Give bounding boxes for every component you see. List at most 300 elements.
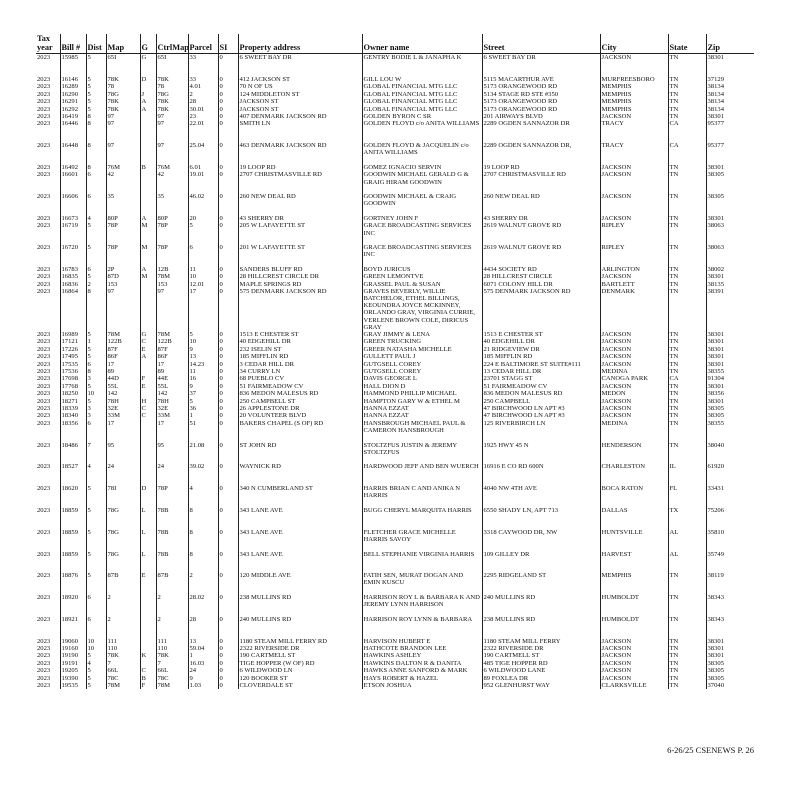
cell-parcel: 51 [188,419,218,441]
table-row [36,353,754,360]
column-header-dist: Dist [86,34,106,54]
cell-owner-name: BUGG CHERYL MARQUITA HARRIS [362,507,482,529]
cell-ctrl-map: 42 [156,171,188,193]
cell-owner-name: GOLDEN BYRON C SR [362,113,482,120]
cell-bill-number: 16989 [60,331,86,338]
cell-zip: 38134 [706,105,754,112]
cell-map: 42 [106,171,140,193]
cell-group [140,368,156,375]
cell-tax-year: 2023 [37,345,51,353]
cell-si: 0 [218,193,238,215]
cell-property-address: 412 JACKSON ST [238,76,362,83]
cell-dist: 8 [86,120,106,142]
cell-si: 0 [218,215,238,222]
cell-group: C [140,667,156,674]
cell-city: JACKSON [600,360,668,367]
cell-street: 28 HILLCREST CIRCLE [482,273,600,280]
cell-property-address: 205 W LAFAYETTE ST [238,222,362,244]
cell-dist: 4 [86,215,106,222]
cell-ctrl-map: 153 [156,280,188,287]
cell-parcel: 25.04 [188,142,218,164]
cell-state: TX [668,507,706,529]
cell-state: TN [668,54,706,76]
cell-parcel: 30.01 [188,105,218,112]
cell-ctrl-map: 97 [156,288,188,331]
cell-zip: 38301 [706,331,754,338]
cell-city: JACKSON [600,193,668,215]
cell-group: B [140,674,156,681]
cell-ctrl-map: 12B [156,266,188,273]
cell-ctrl-map: 78P [156,222,188,244]
table-row [36,120,754,142]
cell-city: JACKSON [600,412,668,419]
cell-si: 0 [218,338,238,345]
cell-group: E [140,382,156,389]
cell-zip: 91304 [706,375,754,382]
cell-property-address: JACKSON ST [238,98,362,105]
cell-street: 1925 HWY 45 N [482,441,600,463]
cell-dist: 5 [86,331,106,338]
cell-property-address: 407 DENMARK JACKSON RD [238,113,362,120]
cell-street: 5173 ORANGEWOOD RD [482,83,600,90]
cell-street: 16916 E CO RD 600N [482,463,600,485]
cell-si: 0 [218,346,238,353]
cell-si: 0 [218,507,238,529]
cell-street: 47 BIRCHWOOD LN APT #3 [482,405,600,412]
cell-city: HUNTSVILLE [600,528,668,550]
cell-si: 0 [218,288,238,331]
cell-zip: 38301 [706,164,754,171]
cell-group: L [140,550,156,572]
cell-group: G [140,54,156,76]
cell-state: TN [668,682,706,689]
cell-map: 86F [106,353,140,360]
cell-street: 240 MULLINS RD [482,594,600,616]
cell-owner-name: HATHCOTE BRANDON LEE [362,645,482,652]
cell-group [140,120,156,142]
cell-dist: 6 [86,594,106,616]
cell-dist: 8 [86,164,106,171]
cell-si: 0 [218,637,238,644]
cell-dist: 5 [86,485,106,507]
cell-bill-number: 16448 [60,142,86,164]
cell-dist: 10 [86,390,106,397]
table-row [36,91,754,98]
cell-si: 0 [218,550,238,572]
cell-zip: 38305 [706,674,754,681]
cell-ctrl-map: 97 [156,120,188,142]
cell-street: 4434 SOCIETY RD [482,266,600,273]
cell-property-address: 1180 STEAM MILL FERRY RD [238,637,362,644]
cell-bill-number: 16864 [60,288,86,331]
cell-dist: 7 [86,441,106,463]
cell-city: MEMPHIS [600,572,668,594]
cell-dist: 3 [86,412,106,419]
cell-tax-year: 2023 [37,98,51,106]
cell-property-address: ST JOHN RD [238,441,362,463]
cell-bill-number: 18527 [60,463,86,485]
cell-zip: 37129 [706,76,754,83]
cell-si: 0 [218,331,238,338]
cell-dist: 6 [86,266,106,273]
cell-tax-year: 2023 [37,193,51,201]
cell-street: 836 MEDON MALESUS RD [482,390,600,397]
cell-dist: 6 [86,193,106,215]
cell-state: TN [668,98,706,105]
table-row [36,594,754,616]
cell-group: F [140,682,156,689]
cell-group: L [140,528,156,550]
cell-ctrl-map: 78B [156,507,188,529]
table-row [36,667,754,674]
cell-zip: 61920 [706,463,754,485]
cell-si: 0 [218,222,238,244]
cell-ctrl-map: 24 [156,463,188,485]
cell-tax-year: 2023 [37,674,51,682]
cell-map: 17 [106,419,140,441]
cell-si: 0 [218,113,238,120]
cell-parcel: 2 [188,91,218,98]
cell-map: 66L [106,667,140,674]
cell-property-address: BAKERS CHAPEL (S OF) RD [238,419,362,441]
cell-bill-number: 17226 [60,346,86,353]
cell-dist: 8 [86,368,106,375]
cell-city: HARVEST [600,550,668,572]
cell-group: M [140,244,156,266]
cell-owner-name: HARRISON ROY LYNN & BARBARA [362,616,482,638]
cell-dist: 5 [86,652,106,659]
cell-group [140,616,156,638]
cell-city: JACKSON [600,331,668,338]
cell-map: 78K [106,652,140,659]
cell-city: CLARKSVILLE [600,682,668,689]
cell-state: TN [668,360,706,367]
cell-property-address: 343 LANE AVE [238,507,362,529]
cell-parcel: 19.01 [188,171,218,193]
cell-map: 78K [106,98,140,105]
cell-property-address: 343 LANE AVE [238,528,362,550]
cell-zip: 38301 [706,273,754,280]
table-row [36,674,754,681]
cell-dist: 5 [86,674,106,681]
cell-group [140,637,156,644]
cell-owner-name: HAWKINS DALTON R & DANITA [362,660,482,667]
table-row [36,142,754,164]
cell-bill-number: 18250 [60,390,86,397]
cell-property-address: 120 BOOKER ST [238,674,362,681]
cell-group: C [140,412,156,419]
cell-owner-name: HARDWOOD JEFF AND BEN WUERCH [362,463,482,485]
cell-ctrl-map: 66L [156,667,188,674]
cell-dist: 8 [86,288,106,331]
cell-bill-number: 17698 [60,375,86,382]
cell-map: 89 [106,368,140,375]
cell-bill-number: 17768 [60,382,86,389]
cell-city: MEDINA [600,368,668,375]
cell-ctrl-map: 78K [156,652,188,659]
cell-state: TN [668,171,706,193]
cell-owner-name: HANSBROUGH MICHAEL PAUL & CAMERON HANSBROUGH [362,419,482,441]
cell-si: 0 [218,83,238,90]
cell-dist: 5 [86,222,106,244]
cell-property-address: 19 LOOP RD [238,164,362,171]
cell-city: DENMARK [600,288,668,331]
cell-tax-year: 2023 [37,171,51,179]
cell-bill-number: 17536 [60,368,86,375]
cell-state: TN [668,572,706,594]
cell-owner-name: GREEN LEMONTVE [362,273,482,280]
cell-bill-number: 18271 [60,397,86,404]
cell-parcel: 9 [188,382,218,389]
table-row [36,368,754,375]
cell-tax-year: 2023 [37,382,51,390]
cell-street: 2619 WALNUT GROVE RD [482,222,600,244]
cell-ctrl-map: 78M [156,331,188,338]
cell-parcel: 8 [188,528,218,550]
cell-si: 0 [218,594,238,616]
cell-state: TN [668,441,706,463]
table-row [36,98,754,105]
cell-owner-name: HARRIS BRIAN C AND ANIKA N HARRIS [362,485,482,507]
cell-zip: 38063 [706,222,754,244]
cell-owner-name: GOLDEN FLOYD c/o ANITA WILLIAMS [362,120,482,142]
cell-tax-year: 2023 [37,375,51,383]
cell-owner-name: GENTRY BODIE L & JANAPHA K [362,54,482,76]
cell-ctrl-map: 142 [156,390,188,397]
cell-si: 0 [218,280,238,287]
column-header-tax-year: Tax year [36,34,60,54]
cell-si: 0 [218,375,238,382]
cell-parcel: 36 [188,405,218,412]
cell-street: 2289 OGDEN SANNAZOR DR [482,120,600,142]
cell-owner-name: HARRISON ROY L & BARBARA K AND JEREMY LYNN HARRISON [362,594,482,616]
cell-tax-year: 2023 [37,331,51,339]
cell-state: FL [668,485,706,507]
cell-dist: 5 [86,244,106,266]
table-row [36,397,754,404]
cell-ctrl-map: 78B [156,528,188,550]
cell-bill-number: 16290 [60,91,86,98]
cell-tax-year: 2023 [37,404,51,412]
cell-group [140,280,156,287]
cell-si: 0 [218,164,238,171]
cell-map: 32E [106,405,140,412]
cell-tax-year: 2023 [37,412,51,420]
cell-parcel: 11 [188,266,218,273]
cell-bill-number: 16720 [60,244,86,266]
cell-group: L [140,507,156,529]
cell-zip: 38301 [706,637,754,644]
cell-city: MEMPHIS [600,98,668,105]
cell-map: 65I [106,54,140,76]
cell-map: 78C [106,674,140,681]
column-header-si: SI [218,34,238,54]
cell-bill-number: 18620 [60,485,86,507]
cell-dist: 5 [86,346,106,353]
table-row [36,652,754,659]
cell-tax-year: 2023 [37,83,51,91]
cell-zip: 38355 [706,419,754,441]
cell-city: CHARLESTON [600,463,668,485]
cell-ctrl-map: 78P [156,485,188,507]
cell-dist: 5 [86,507,106,529]
cell-zip: 38002 [706,266,754,273]
cell-street: 13 CEDAR HILL DR [482,368,600,375]
cell-ctrl-map: 111 [156,637,188,644]
cell-property-address: 250 CAMPBELL ST [238,397,362,404]
cell-group [140,113,156,120]
delinquent-tax-table [36,34,754,689]
cell-si: 0 [218,368,238,375]
cell-property-address: 43 SHERRY DR [238,215,362,222]
cell-map: 78P [106,244,140,266]
cell-zip: 38356 [706,390,754,397]
cell-dist: 5 [86,382,106,389]
cell-city: JACKSON [600,382,668,389]
cell-owner-name: GORTNEY JOHN F [362,215,482,222]
cell-bill-number: 16673 [60,215,86,222]
cell-map: 153 [106,280,140,287]
cell-map: 7 [106,660,140,667]
cell-property-address: SMITH LN [238,120,362,142]
cell-map: 78G [106,507,140,529]
cell-group [140,171,156,193]
cell-ctrl-map: 78B [156,550,188,572]
cell-si: 0 [218,382,238,389]
cell-bill-number: 16719 [60,222,86,244]
cell-si: 0 [218,142,238,164]
cell-zip: 38305 [706,171,754,193]
cell-ctrl-map: 110 [156,645,188,652]
cell-bill-number: 18876 [60,572,86,594]
cell-group: M [140,273,156,280]
cell-group: A [140,98,156,105]
cell-map: 78G [106,528,140,550]
cell-state: TN [668,637,706,644]
cell-bill-number: 16291 [60,98,86,105]
cell-tax-year: 2023 [37,441,51,449]
cell-map: 17 [106,360,140,367]
cell-parcel: 1 [188,412,218,419]
cell-owner-name: GLOBAL FINANCIAL MTG LLC [362,91,482,98]
cell-zip: 38063 [706,244,754,266]
tax-list-page [36,34,756,689]
table-row [36,360,754,367]
cell-tax-year: 2023 [37,338,51,346]
cell-group: C [140,338,156,345]
cell-bill-number: 18859 [60,507,86,529]
cell-state: TN [668,397,706,404]
cell-parcel: 9 [188,346,218,353]
cell-tax-year: 2023 [37,528,51,536]
cell-group: C [140,405,156,412]
cell-owner-name: DAVIS GEORGE L [362,375,482,382]
cell-owner-name: HAWKINS ASHLEY [362,652,482,659]
cell-parcel: 28 [188,616,218,638]
cell-city: JACKSON [600,397,668,404]
cell-map: 33M [106,412,140,419]
cell-parcel: 17 [188,288,218,331]
cell-street: 2707 CHRISTMASVILLE RD [482,171,600,193]
cell-si: 0 [218,528,238,550]
cell-ctrl-map: 78M [156,273,188,280]
cell-zip: 38305 [706,405,754,412]
cell-ctrl-map: 65I [156,54,188,76]
cell-dist: 3 [86,375,106,382]
cell-ctrl-map: 2 [156,594,188,616]
cell-si: 0 [218,660,238,667]
cell-map: 76M [106,164,140,171]
cell-property-address: WAYNICK RD [238,463,362,485]
cell-map: 111 [106,637,140,644]
cell-zip: 75206 [706,507,754,529]
cell-si: 0 [218,405,238,412]
cell-property-address: 3 CEDAR HILL DR [238,360,362,367]
cell-state: TN [668,616,706,638]
cell-property-address: 6 SWEET BAY DR [238,54,362,76]
cell-street: 2295 RIDGELAND ST [482,572,600,594]
cell-si: 0 [218,572,238,594]
cell-dist: 8 [86,113,106,120]
cell-bill-number: 19060 [60,637,86,644]
cell-zip: 38301 [706,346,754,353]
cell-group: A [140,353,156,360]
cell-state: TN [668,273,706,280]
cell-parcel: 46.02 [188,193,218,215]
cell-dist: 5 [86,83,106,90]
cell-si: 0 [218,397,238,404]
cell-bill-number: 18339 [60,405,86,412]
cell-map: 2 [106,616,140,638]
cell-dist: 6 [86,360,106,367]
cell-parcel: 22.01 [188,120,218,142]
cell-bill-number: 16601 [60,171,86,193]
cell-city: JACKSON [600,346,668,353]
cell-ctrl-map: 7 [156,660,188,667]
cell-ctrl-map: 97 [156,113,188,120]
cell-ctrl-map: 32E [156,405,188,412]
cell-state: TN [668,105,706,112]
cell-owner-name: HAWKS ANNE SANFORD & MARK [362,667,482,674]
cell-zip: 38301 [706,54,754,76]
column-header-property-address: Property address [238,34,362,54]
table-row [36,266,754,273]
cell-street: 109 GILLEY DR [482,550,600,572]
cell-tax-year: 2023 [37,120,51,128]
table-row [36,412,754,419]
cell-map: 97 [106,142,140,164]
cell-property-address: 2707 CHRISTMASVILLE RD [238,171,362,193]
cell-city: HUMBOLDT [600,594,668,616]
cell-state: AL [668,528,706,550]
cell-city: JACKSON [600,667,668,674]
table-row [36,645,754,652]
table-row [36,441,754,463]
cell-owner-name: BOYD JURICUS [362,266,482,273]
cell-bill-number: 18859 [60,550,86,572]
cell-parcel: 5 [188,222,218,244]
cell-state: CA [668,375,706,382]
table-row [36,390,754,397]
cell-state: TN [668,346,706,353]
cell-street: 250 CAMPBELL [482,397,600,404]
cell-bill-number: 16146 [60,76,86,83]
cell-street: 5115 MACARTHUR AVE [482,76,600,83]
cell-group: G [140,331,156,338]
cell-group [140,360,156,367]
cell-owner-name: BELL STEPHANIE VIRGINIA HARRIS [362,550,482,572]
cell-si: 0 [218,105,238,112]
